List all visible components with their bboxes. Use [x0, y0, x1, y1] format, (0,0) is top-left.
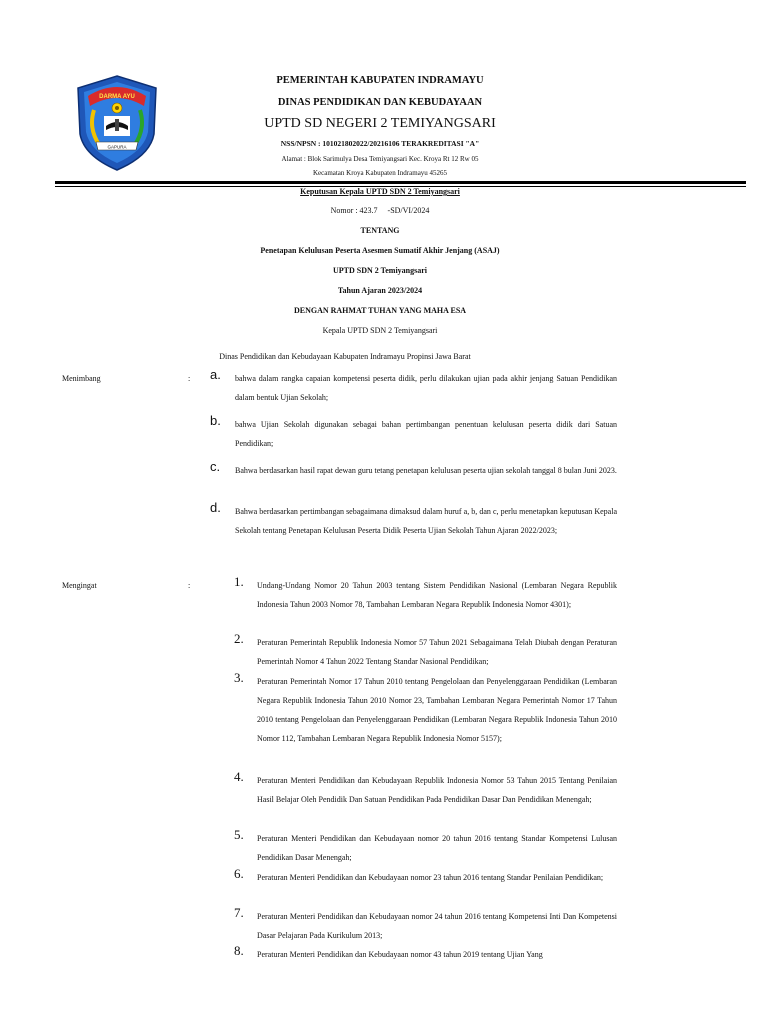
decree-tentang: TENTANG: [360, 226, 400, 235]
decree-heading: Keputusan Kepala UPTD SDN 2 Temiyangsari: [300, 187, 460, 196]
menimbang-item: bahwa dalam rangka capaian kompetensi peserta didik, perlu dilakukan ujian pada akhir jenjang Satuan Pendidikan dalam bentuk Ujian Sekolah;: [235, 374, 617, 402]
decree-school: UPTD SDN 2 Temiyangsari: [332, 266, 427, 275]
letterhead-school: UPTD SD NEGERI 2 TEMIYANGSARI: [264, 116, 496, 131]
mengingat-marker: 4.: [234, 769, 244, 784]
mengingat-marker: 3.: [234, 670, 244, 685]
letterhead-divider: [55, 181, 746, 184]
emblem-top-text: DARMA AYU: [99, 94, 135, 100]
mengingat-marker: 7.: [234, 905, 244, 920]
mengingat-marker: 1.: [234, 574, 244, 589]
letterhead-department: DINAS PENDIDIKAN DAN KEBUDAYAAN: [277, 97, 483, 108]
mengingat-marker: 5.: [234, 827, 244, 842]
mengingat-item: Peraturan Pemerintah Republik Indonesia Nomor 57 Tahun 2021 Sebagaimana Telah Diubah dengan Peraturan Pemerintah Nomor 4 Tahun 2022 Tentang Standar Nasional Pendidikan;: [257, 638, 617, 666]
mengingat-item: Peraturan Menteri Pendidikan dan Kebudayaan nomor 43 tahun 2019 tentang Ujian Yang: [257, 950, 543, 959]
emblem-bottom-text: GAPURA: [107, 144, 127, 150]
decree-by: Kepala UPTD SDN 2 Temiyangsari: [322, 326, 438, 335]
mengingat-item: Peraturan Menteri Pendidikan dan Kebudayaan Republik Indonesia Nomor 53 Tahun 2015 Tentang Penilaian Hasil Belajar Oleh Pendidik Dan Satuan Pendidikan Pada Pendidikan Dasar Dan Pendidikan Menengah;: [257, 776, 617, 804]
mengingat-item: Peraturan Menteri Pendidikan dan Kebudayaan nomor 24 tahun 2016 tentang Kompetensi Inti Dan Kompetensi Dasar Pelajaran Pada Kurikulum 2013;: [257, 912, 617, 940]
menimbang-item: Bahwa berdasarkan pertimbangan sebagaimana dimaksud dalam huruf a, b, dan c, perlu menetapkan keputusan Kepala Sekolah tentang Penetapan Kelulusan Peserta Didik Peserta Ujian Sekolah Tahun Ajaran 2022/2023;: [235, 507, 617, 535]
mengingat-item: Undang-Undang Nomor 20 Tahun 2003 tentang Sistem Pendidikan Nasional (Lembaran Negara Republik Indonesia Tahun 2003 Nomor 78, Tambahan Lembaran Negara Republik Indonesia Nomor 4301);: [257, 581, 617, 609]
menimbang-marker: a.: [210, 367, 221, 382]
decree-grace: DENGAN RAHMAT TUHAN YANG MAHA ESA: [293, 306, 467, 315]
decree-year: Tahun Ajaran 2023/2024: [337, 286, 423, 295]
letterhead-address: Alamat : Blok Sarimulya Desa Temiyangsari Kec. Kroya Rt 12 Rw 05: [281, 155, 479, 163]
menimbang-colon: :: [188, 374, 191, 383]
mengingat-marker: 2.: [234, 631, 244, 646]
mengingat-item: Peraturan Menteri Pendidikan dan Kebudayaan nomor 23 tahun 2016 tentang Standar Penilaian Pendidikan;: [257, 873, 604, 882]
mengingat-item: Peraturan Menteri Pendidikan dan Kebudayaan nomor 20 tahun 2016 tentang Standar Kompetensi Lulusan Pendidikan Dasar Menengah;: [257, 834, 617, 862]
letterhead-government: PEMERINTAH KABUPATEN INDRAMAYU: [276, 75, 484, 86]
menimbang-label: Menimbang: [62, 374, 101, 383]
letterhead-district: Kecamatan Kroya Kabupaten Indramayu 45265: [312, 169, 448, 177]
menimbang-marker: c.: [210, 459, 221, 474]
decree-office: Dinas Pendidikan dan Kebudayaan Kabupaten Indramayu Propinsi Jawa Barat: [219, 352, 471, 361]
menimbang-item: Bahwa berdasarkan hasil rapat dewan guru tetang penetapan kelulusan peserta ujian sekolah tanggal 8 bulan Juni 2023.: [235, 466, 617, 475]
menimbang-item: bahwa Ujian Sekolah digunakan sebagai bahan pertimbangan penentuan kelulusan peserta didik dari Satuan Pendidikan;: [235, 420, 617, 448]
mengingat-item: Peraturan Pemerintah Nomor 17 Tahun 2010 tentang Pengelolaan dan Penyelenggaraan Pendidikan (Lembaran Negara Republik Indonesia Tahun 2010 Nomor 23, Tambahan Lembaran Negara Pemerintah Nomor 17 Tahun 2010 tentang Pengelolaan dan Penyelenggaraan Pendidikan (Lembaran Negara Republik Indonesia Tahun 2010 Nomor 112, Tambahan Lembaran Negara Republik Indonesia Nomor 5157);: [257, 677, 617, 743]
mengingat-marker: 6.: [234, 866, 244, 881]
indramayu-regency-emblem: [74, 74, 160, 172]
decree-number: Nomor : 423.7 -SD/VI/2024: [330, 206, 430, 215]
mengingat-marker: 8.: [234, 943, 244, 958]
mengingat-label: Mengingat: [62, 581, 97, 590]
letterhead-nss: NSS/NPSN : 101021802022/20216106 TERAKREDITASI "A": [280, 139, 480, 148]
mengingat-colon: :: [188, 581, 191, 590]
menimbang-marker: b.: [210, 413, 221, 428]
menimbang-marker: d.: [210, 500, 221, 515]
decree-subject: Penetapan Kelulusan Peserta Asesmen Sumatif Akhir Jenjang (ASAJ): [260, 246, 500, 255]
